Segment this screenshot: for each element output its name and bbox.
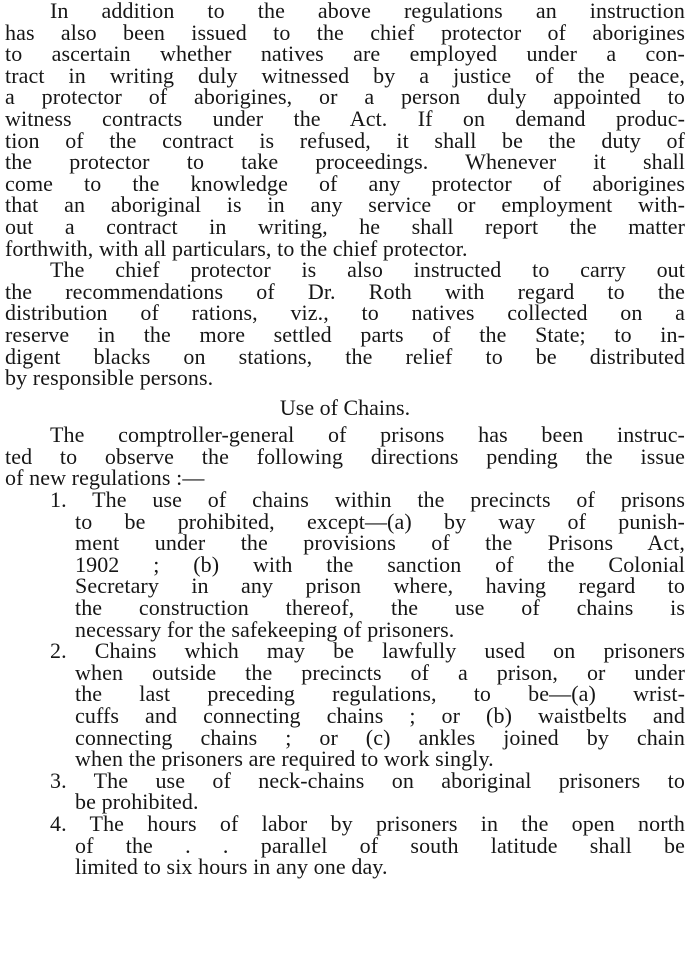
text-line: reserve in the more settled parts of the State; to in- (5, 321, 685, 347)
section-heading: Use of Chains. (279, 394, 411, 420)
text-line: 4. The hours of labor by prisoners in the open north (50, 810, 685, 836)
text-line: when outside the precincts of a prison, or under (75, 659, 685, 685)
text-line: forthwith, with all particulars, to the chief protector. (5, 235, 468, 261)
list-item-3 (5, 767, 685, 815)
document-page (5, 0, 685, 878)
text-line: to be prohibited, except—(a) by way of punish- (75, 508, 685, 534)
text-line: the protector to take proceedings. Whenever it shall (5, 149, 685, 175)
text-line: tion of the contract is refused, it shall be the duty of (5, 127, 685, 153)
text-line: the construction thereof, the use of chains is (75, 595, 685, 621)
text-line: 2. Chains which may be lawfully used on prisoners (50, 638, 685, 664)
text-line: 3. The use of neck-chains on aboriginal prisoners to (50, 767, 685, 793)
list-item-4 (5, 810, 685, 880)
text-line: ment under the provisions of the Prisons Act, (75, 530, 685, 556)
text-line: witness contracts under the Act. If on demand produc- (5, 105, 685, 131)
text-line: has also been issued to the chief protector of aborigines (5, 19, 685, 45)
text-line: In addition to the above regulations an instruction (50, 0, 685, 23)
text-line: necessary for the safekeeping of prisoners. (75, 616, 455, 642)
paragraph-contract-instruction (5, 0, 685, 259)
list-item-2 (5, 640, 685, 770)
text-line: ted to observe the following directions pending the issue (5, 443, 685, 469)
text-line: a protector of aborigines, or a person duly appointed to (5, 84, 685, 110)
text-line: cuffs and connecting chains ; or (b) waistbelts and (75, 703, 685, 728)
text-line: to ascertain whether natives are employed under a con- (5, 41, 685, 67)
text-line: the recommendations of Dr. Roth with regard to the (5, 278, 685, 304)
text-line: limited to six hours in any one day. (75, 854, 388, 880)
text-line: tract in writing duly witnessed by a justice of the peace, (5, 62, 685, 88)
text-line: the last preceding regulations, to be—(a) wrist- (75, 681, 685, 707)
list-item-1 (5, 489, 685, 640)
paragraph-rations (5, 259, 685, 389)
text-line: come to the knowledge of any protector of aborigines (5, 170, 685, 196)
text-line: connecting chains ; or (c) ankles joined by chain (75, 724, 685, 750)
text-line: by responsible persons. (5, 365, 214, 391)
text-line: that an aboriginal is in any service or employment with- (5, 192, 685, 218)
paragraph-comptroller (5, 424, 685, 489)
text-line: be prohibited. (75, 789, 199, 815)
text-line: of the . . parallel of south latitude shall be (75, 832, 685, 858)
text-line: 1. The use of chains within the precincts of prisons (50, 487, 685, 513)
text-line: of new regulations :— (5, 465, 205, 491)
text-line: when the prisoners are required to work singly. (75, 746, 494, 772)
text-line: The chief protector is also instructed to carry out (50, 257, 685, 283)
text-line: distribution of rations, viz., to natives collected on a (5, 300, 685, 326)
text-line: Secretary in any prison where, having regard to (75, 573, 685, 599)
text-line: digent blacks on stations, the relief to be distributed (5, 343, 685, 369)
text-line: The comptroller-general of prisons has been instruc- (50, 422, 685, 448)
text-line: out a contract in writing, he shall report the matter (5, 213, 685, 239)
text-line: 1902 ; (b) with the sanction of the Colonial (75, 551, 685, 577)
